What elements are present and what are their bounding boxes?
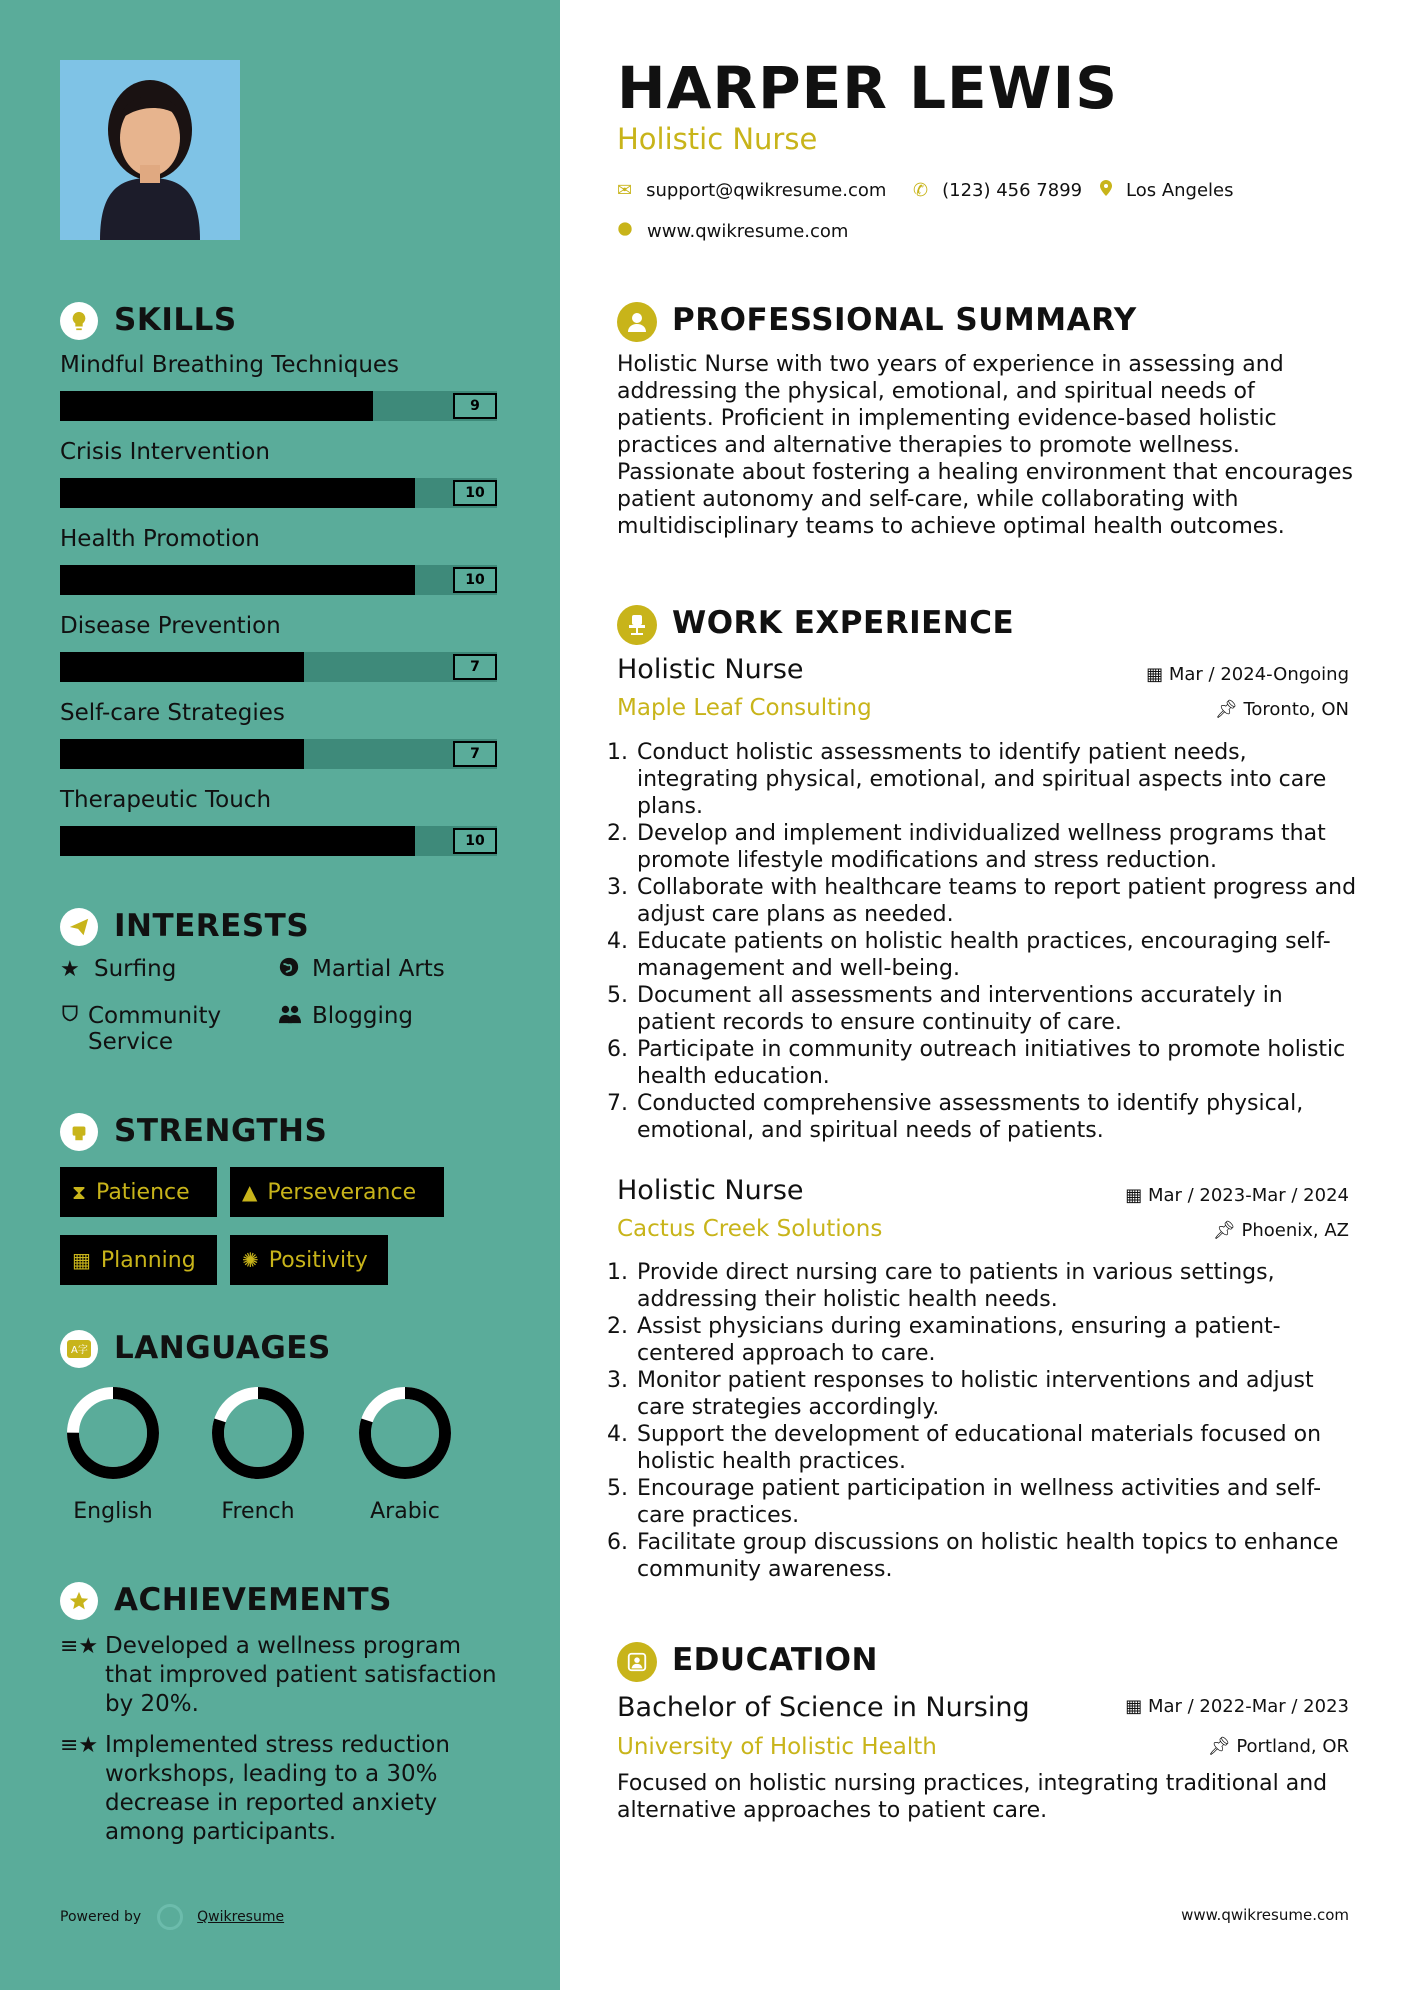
job-duties	[617, 1259, 1357, 1583]
degree-title: Bachelor of Science in Nursing	[617, 1692, 1030, 1723]
email-text[interactable]: support@qwikresume.com	[646, 180, 887, 201]
education-location-text: Portland, OR	[1236, 1736, 1349, 1757]
achievement-text: Developed a wellness program that improved patient satisfaction by 20%.	[105, 1633, 497, 1717]
duty-item: 7. Conducted comprehensive assessments to identify physical, emotional, and spiritual needs of patients.	[635, 1090, 1357, 1144]
language-name: French	[221, 1499, 295, 1524]
skill-score-badge: 10	[453, 828, 497, 854]
job-location	[1213, 1220, 1349, 1241]
svg-text:A字: A字	[71, 1345, 88, 1356]
interest-item	[278, 1003, 478, 1033]
experience-title: WORK EXPERIENCE	[672, 605, 1015, 641]
qwikresume-logo-icon	[157, 1904, 183, 1930]
job-dates	[1146, 664, 1349, 685]
duty-item: 6. Participate in community outreach initiatives to promote holistic health education.	[635, 1036, 1357, 1090]
person-photo-icon	[60, 60, 240, 240]
skill-bar	[60, 391, 497, 421]
graduate-icon	[617, 1642, 657, 1682]
language-item	[50, 1385, 183, 1524]
strength-label: Positivity	[268, 1247, 368, 1273]
strength-tag	[60, 1167, 217, 1217]
language-ring	[342, 1385, 468, 1485]
job-location-text: Phoenix, AZ	[1241, 1220, 1349, 1241]
globe-icon	[617, 221, 633, 242]
globe-icon	[278, 956, 304, 986]
job-location-text: Toronto, ON	[1243, 699, 1349, 720]
interest-label: Community Service	[88, 1003, 222, 1055]
job-dates	[1125, 1185, 1349, 1206]
duty-item: 6. Facilitate group discussions on holistic health topics to enhance community awareness.	[635, 1529, 1357, 1583]
footer-website[interactable]: www.qwikresume.com	[1181, 1906, 1349, 1924]
achievements-title: ACHIEVEMENTS	[114, 1582, 393, 1618]
job-duties	[617, 739, 1357, 1144]
profile-photo	[60, 60, 240, 240]
award-star-icon	[60, 1582, 98, 1620]
interest-item	[278, 956, 478, 986]
contact-location	[1100, 180, 1234, 201]
pushpin-icon: 📌︎	[1212, 1220, 1242, 1241]
skill-bar-fill	[60, 391, 373, 421]
language-ring	[50, 1385, 176, 1485]
contact-phone	[913, 180, 1082, 201]
duty-item: 3. Monitor patient responses to holistic interventions and adjust care strategies accordingly.	[635, 1367, 1357, 1421]
job-dates-text: Mar / 2023-Mar / 2024	[1147, 1185, 1349, 1206]
school-name: University of Holistic Health	[617, 1734, 937, 1760]
pushpin-icon: 📌︎	[1214, 699, 1244, 720]
envelope-icon: ✉	[617, 180, 633, 201]
interest-item	[60, 956, 260, 984]
sun-icon: ✺	[242, 1248, 259, 1272]
powered-by	[60, 1904, 284, 1930]
contact-email	[617, 180, 886, 201]
candidate-role: Holistic Nurse	[617, 122, 818, 156]
summary-title: PROFESSIONAL SUMMARY	[672, 302, 1137, 338]
mountain-icon: ▲	[242, 1180, 258, 1204]
duty-item: 4. Support the development of educational materials focused on holistic health practices.	[635, 1421, 1357, 1475]
skill-bar-fill	[60, 826, 415, 856]
speeding-star-icon: ≡★	[60, 1634, 99, 1659]
duty-item: 4. Educate patients on holistic health practices, encouraging self-management and well-being.	[635, 928, 1357, 982]
phone-text[interactable]: (123) 456 7899	[942, 180, 1083, 201]
education-dates	[1125, 1696, 1349, 1717]
skill-name: Self-care Strategies	[60, 700, 285, 726]
education-location	[1208, 1736, 1349, 1757]
fist-icon	[60, 1113, 98, 1151]
achievement-item	[60, 1731, 500, 1847]
phone-icon: ✆	[913, 180, 929, 201]
language-name: Arabic	[370, 1499, 440, 1524]
language-item	[195, 1385, 328, 1524]
lightbulb-icon	[60, 302, 98, 340]
website-text[interactable]: www.qwikresume.com	[647, 221, 849, 242]
calendar-icon: ▦	[1125, 1696, 1148, 1717]
map-pin-icon	[1100, 180, 1112, 201]
job-dates-text: Mar / 2024-Ongoing	[1168, 664, 1349, 685]
education-text: Focused on holistic nursing practices, integrating traditional and alternative approaches to patient care.	[617, 1771, 1328, 1823]
strength-label: Planning	[100, 1247, 196, 1273]
job-title: Holistic Nurse	[617, 654, 804, 685]
strength-tag	[60, 1235, 217, 1285]
translate-icon	[60, 1330, 98, 1368]
skill-bar-fill	[60, 478, 415, 508]
company-name: Cactus Creek Solutions	[617, 1216, 883, 1242]
user-icon	[617, 302, 657, 342]
qwikresume-link[interactable]: Qwikresume	[197, 1909, 285, 1925]
skill-score-badge: 9	[453, 393, 497, 419]
skill-bar	[60, 565, 497, 595]
skill-bar-fill	[60, 565, 415, 595]
pushpin-icon: 📌︎	[1207, 1736, 1237, 1757]
skill-name: Health Promotion	[60, 526, 260, 552]
strength-label: Patience	[96, 1179, 190, 1205]
skill-name: Crisis Intervention	[60, 439, 270, 465]
company-name: Maple Leaf Consulting	[617, 695, 872, 721]
contact-website	[617, 221, 848, 242]
duty-item: 5. Encourage patient participation in wellness activities and self-care practices.	[635, 1475, 1357, 1529]
job-location	[1215, 699, 1349, 720]
languages-title: LANGUAGES	[114, 1330, 331, 1366]
skills-title: SKILLS	[114, 302, 237, 338]
interest-label: Blogging	[312, 1003, 414, 1029]
strength-label: Perseverance	[267, 1179, 417, 1205]
candidate-name: HARPER LEWIS	[617, 54, 1118, 122]
interest-item	[60, 1003, 250, 1055]
calendar-icon: ▦	[1146, 664, 1169, 685]
calendar-icon: ▦	[72, 1248, 91, 1272]
powered-by-label: Powered by	[60, 1909, 142, 1925]
duty-item: 2. Assist physicians during examinations, ensuring a patient-centered approach to care.	[635, 1313, 1357, 1367]
shield-icon	[60, 1003, 80, 1031]
skill-name: Disease Prevention	[60, 613, 281, 639]
skill-bar-fill	[60, 652, 304, 682]
education-dates-text: Mar / 2022-Mar / 2023	[1147, 1696, 1349, 1717]
skill-bar	[60, 826, 497, 856]
location-text: Los Angeles	[1126, 180, 1234, 201]
skill-score-badge: 10	[453, 480, 497, 506]
duty-item: 1. Provide direct nursing care to patients in various settings, addressing their holistic health needs.	[635, 1259, 1357, 1313]
interest-label: Surfing	[94, 956, 177, 982]
interest-label: Martial Arts	[312, 956, 445, 982]
strength-tag	[230, 1167, 444, 1217]
summary-text: Holistic Nurse with two years of experience in assessing and addressing the physical, emotional, and spiritual needs of patients. Proficient in implementing evidence-based holistic practices and alternative therapies to promote wellness. Passionate about fostering a healing environment that encourages patient autonomy and self-care, while collaborating with multidisciplinary teams to achieve optimal health outcomes.	[617, 352, 1353, 539]
skill-name: Mindful Breathing Techniques	[60, 352, 400, 378]
skill-bar-fill	[60, 739, 304, 769]
users-icon	[278, 1003, 304, 1033]
language-ring	[195, 1385, 321, 1485]
skill-bar	[60, 478, 497, 508]
office-chair-icon	[617, 605, 657, 645]
skill-bar	[60, 739, 497, 769]
duty-item: 5. Document all assessments and interventions accurately in patient records to ensure continuity of care.	[635, 982, 1357, 1036]
skill-score-badge: 7	[453, 654, 497, 680]
job-title: Holistic Nurse	[617, 1175, 804, 1206]
duty-item: 1. Conduct holistic assessments to identify patient needs, integrating physical, emotional, and spiritual aspects into care plans.	[635, 739, 1357, 820]
duty-item: 3. Collaborate with healthcare teams to report patient progress and adjust care plans as needed.	[635, 874, 1357, 928]
skill-bar	[60, 652, 497, 682]
duty-item: 2. Develop and implement individualized wellness programs that promote lifestyle modifications and stress reduction.	[635, 820, 1357, 874]
star-icon: ★	[60, 957, 80, 982]
language-item	[342, 1385, 475, 1524]
skill-score-badge: 7	[453, 741, 497, 767]
strengths-title: STRENGTHS	[114, 1113, 328, 1149]
hourglass-icon: ⧗	[72, 1180, 87, 1204]
achievement-text: Implemented stress reduction workshops, leading to a 30% decrease in reported anxiety among participants.	[105, 1732, 450, 1845]
calendar-icon: ▦	[1125, 1185, 1148, 1206]
skill-score-badge: 10	[453, 567, 497, 593]
language-name: English	[73, 1499, 153, 1524]
strength-tag	[230, 1235, 388, 1285]
achievement-item	[60, 1632, 500, 1719]
skill-name: Therapeutic Touch	[60, 787, 272, 813]
speeding-star-icon: ≡★	[60, 1733, 99, 1758]
education-title: EDUCATION	[672, 1642, 878, 1678]
paper-plane-icon	[60, 908, 98, 946]
interests-title: INTERESTS	[114, 908, 310, 944]
